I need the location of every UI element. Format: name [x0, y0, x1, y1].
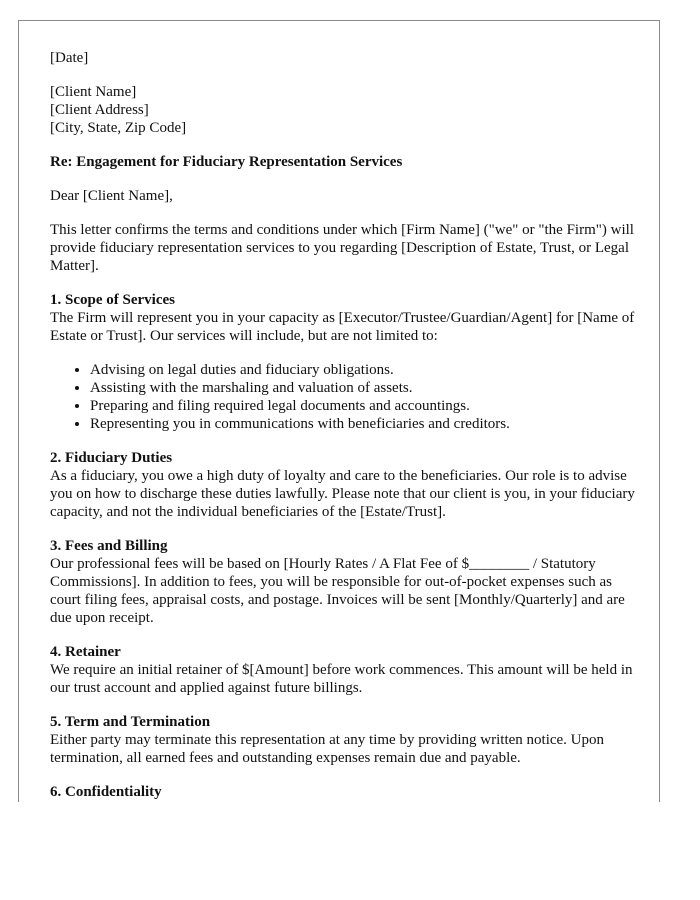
subject-line: Re: Engagement for Fiduciary Representation Services [50, 154, 403, 170]
letter-page [18, 20, 660, 802]
section-fees-and-billing [50, 537, 640, 627]
list-item: • Preparing and filing required legal documents and accountings. [90, 397, 640, 415]
list-item: • Advising on legal duties and fiduciary obligations. [90, 361, 640, 379]
client-city-state-zip: [City, State, Zip Code] [50, 120, 187, 136]
section-scope-of-services [50, 291, 640, 433]
section-body: We require an initial retainer of $[Amount] before work commences. This amount will be held in our trust account and applied against future billings. [50, 662, 633, 696]
section-heading: 3. Fees and Billing [50, 538, 168, 554]
client-address: [Client Address] [50, 102, 149, 118]
section-body: Either party may terminate this representation at any time by providing written notice. Upon termination, all earned fees and outstanding expenses remain due and payable. [50, 732, 605, 766]
letter-date: [Date] [50, 50, 89, 66]
list-item: • Representing you in communications with beneficiaries and creditors. [90, 415, 640, 433]
client-name: [Client Name] [50, 84, 137, 100]
section-body: The Firm will represent you in your capacity as [Executor/Trustee/Guardian/Agent] for [Name of Estate or Trust]. Our services will include, but are not limited to: [50, 310, 635, 344]
section-heading: 2. Fiduciary Duties [50, 450, 173, 466]
section-body: Our professional fees will be based on [Hourly Rates / A Flat Fee of $________ / Statutory Commissions]. In addition to fees, you will be responsible for out-of-pocket expenses such as court filing fees, appraisal costs, and postage. Invoices will be sent [Monthly/Quarterly] and are due upon receipt. [50, 556, 625, 626]
section-retainer [50, 643, 640, 697]
section-heading: 1. Scope of Services [50, 292, 175, 308]
client-address-block [50, 83, 640, 137]
salutation: Dear [Client Name], [50, 188, 173, 204]
section-heading: 5. Term and Termination [50, 714, 211, 730]
section-fiduciary-duties [50, 449, 640, 521]
letter-content [50, 49, 640, 801]
services-list [50, 361, 640, 433]
section-body: As a fiduciary, you owe a high duty of loyalty and care to the beneficiaries. Our role is to advise you on how to discharge these duties lawfully. Please note that our client is you, in your fiduciary capacity, and not the individual beneficiaries of the [Estate/Trust]. [50, 468, 635, 520]
list-item: • Assisting with the marshaling and valuation of assets. [90, 379, 640, 397]
intro-paragraph: This letter confirms the terms and conditions under which [Firm Name] ("we" or "the Firm") will provide fiduciary representation services to you regarding [Description of Estate, Trust, or Legal Matter]. [50, 222, 634, 274]
section-heading: 4. Retainer [50, 644, 121, 660]
section-heading: 6. Confidentiality [50, 784, 162, 800]
section-confidentiality [50, 783, 640, 801]
section-term-and-termination [50, 713, 640, 767]
